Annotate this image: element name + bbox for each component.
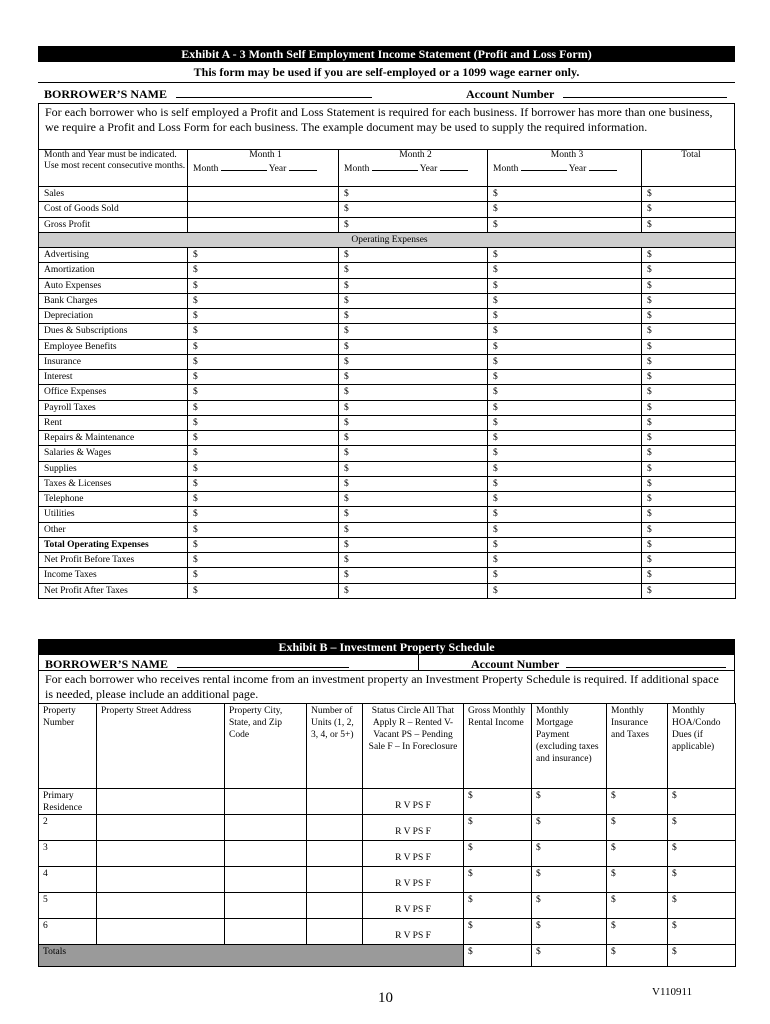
table-row — [39, 370, 736, 385]
property-number-cell: 3 — [39, 841, 97, 867]
exhibit-a-title: Exhibit A - 3 Month Self Employment Income Statement (Profit and Loss Form) — [38, 46, 735, 62]
amount-cell[interactable]: $ — [339, 553, 488, 568]
city-state-zip-cell[interactable] — [225, 893, 307, 919]
amount-cell[interactable]: $ — [488, 202, 642, 217]
hoa-dues-header: Monthly HOA/Condo Dues (if applicable) — [668, 704, 736, 789]
exhibit-b-instructions: For each borrower who receives rental income from an investment property an Investment Property Schedule is required. If additional space is needed, please include an additional page. — [38, 671, 735, 703]
row-label: Employee Benefits — [39, 339, 188, 354]
amount-cell[interactable]: $ — [339, 278, 488, 293]
exhibit-a-instructions: For each borrower who is self employed a Profit and Loss Statement is required for each business. If borrower has more than one business, we require a Profit and Loss Form for each business. The example document may be used to supply the required information. — [38, 104, 735, 149]
hoa-dues-cell[interactable]: $ — [668, 815, 736, 841]
units-cell[interactable] — [307, 815, 363, 841]
amount-cell[interactable]: $ — [642, 415, 736, 430]
amount-cell[interactable]: $ — [339, 507, 488, 522]
table-row — [39, 415, 736, 430]
amount-cell[interactable]: $ — [188, 385, 339, 400]
amount-cell[interactable]: $ — [188, 431, 339, 446]
table-row — [39, 400, 736, 415]
amount-cell[interactable]: $ — [339, 263, 488, 278]
account-number-field[interactable] — [566, 655, 726, 668]
amount-cell[interactable]: $ — [339, 568, 488, 583]
table-row — [39, 385, 736, 400]
borrower-name-field[interactable] — [177, 655, 349, 668]
account-number-label: Account Number — [471, 657, 560, 671]
row-label: Auto Expenses — [39, 278, 188, 293]
amount-cell[interactable]: $ — [339, 446, 488, 461]
account-number-field[interactable] — [563, 85, 727, 98]
amount-cell[interactable]: $ — [339, 339, 488, 354]
property-number-cell: 6 — [39, 919, 97, 945]
amount-cell[interactable]: $ — [642, 568, 736, 583]
amount-cell[interactable]: $ — [488, 492, 642, 507]
row-label: Bank Charges — [39, 293, 188, 308]
borrower-name-field[interactable] — [176, 85, 372, 98]
amount-cell[interactable]: $ — [188, 263, 339, 278]
amount-cell[interactable]: $ — [642, 385, 736, 400]
amount-cell[interactable]: $ — [488, 187, 642, 202]
totals-label: Totals — [39, 945, 464, 967]
borrower-name-label: BORROWER’S NAME — [44, 87, 168, 101]
street-address-cell[interactable] — [97, 841, 225, 867]
mortgage-payment-cell[interactable]: $ — [532, 789, 607, 815]
gross-rent-cell[interactable]: $ — [464, 789, 532, 815]
amount-cell[interactable]: $ — [642, 324, 736, 339]
amount-cell[interactable]: $ — [188, 583, 339, 598]
amount-cell[interactable]: $ — [188, 354, 339, 369]
amount-cell[interactable]: $ — [188, 400, 339, 415]
street-address-cell[interactable] — [97, 815, 225, 841]
month-3-header: Month 3 Month Year — [488, 150, 642, 187]
exhibit-b — [38, 639, 735, 967]
month-1-header: Month 1 Month Year — [188, 150, 339, 187]
street-address-cell[interactable] — [97, 919, 225, 945]
amount-cell[interactable]: $ — [488, 583, 642, 598]
amount-cell[interactable]: $ — [188, 537, 339, 552]
property-row — [39, 919, 736, 945]
street-address-cell[interactable] — [97, 867, 225, 893]
amount-cell[interactable]: $ — [642, 492, 736, 507]
table-row — [39, 522, 736, 537]
property-row — [39, 789, 736, 815]
income-statement-table — [38, 149, 736, 599]
hoa-dues-total[interactable]: $ — [668, 945, 736, 967]
row-label: Supplies — [39, 461, 188, 476]
row-label: Office Expenses — [39, 385, 188, 400]
gross-rent-cell[interactable]: $ — [464, 867, 532, 893]
insurance-taxes-cell[interactable]: $ — [607, 867, 668, 893]
amount-cell[interactable]: $ — [188, 476, 339, 491]
amount-cell[interactable]: $ — [339, 583, 488, 598]
borrower-row-b — [38, 655, 735, 671]
table-row — [39, 568, 736, 583]
amount-cell[interactable]: $ — [488, 537, 642, 552]
property-number-cell: 2 — [39, 815, 97, 841]
row-label: Insurance — [39, 354, 188, 369]
amount-cell[interactable]: $ — [188, 461, 339, 476]
city-state-zip-cell[interactable] — [225, 867, 307, 893]
status-options[interactable]: R V PS F — [363, 919, 464, 945]
gross-rent-cell[interactable]: $ — [464, 815, 532, 841]
row-label: Dues & Subscriptions — [39, 324, 188, 339]
table-row — [39, 507, 736, 522]
month-2-header: Month 2 Month Year — [339, 150, 488, 187]
amount-cell[interactable]: $ — [188, 522, 339, 537]
table-row — [39, 324, 736, 339]
amount-cell[interactable]: $ — [488, 263, 642, 278]
units-cell[interactable] — [307, 919, 363, 945]
row-label: Interest — [39, 370, 188, 385]
table-row — [39, 309, 736, 324]
status-header: Status Circle All That Apply R – Rented V- Vacant PS – Pending Sale F – In Foreclosure — [363, 704, 464, 789]
amount-cell[interactable]: $ — [642, 187, 736, 202]
amount-cell[interactable]: $ — [642, 202, 736, 217]
exhibit-b-title: Exhibit B – Investment Property Schedule — [38, 639, 735, 655]
amount-cell[interactable]: $ — [488, 217, 642, 232]
amount-cell[interactable]: $ — [488, 385, 642, 400]
amount-cell[interactable]: $ — [488, 415, 642, 430]
table-row — [39, 339, 736, 354]
table-row — [39, 263, 736, 278]
amount-cell[interactable]: $ — [339, 324, 488, 339]
table-row — [39, 583, 736, 598]
account-number-label: Account Number — [466, 87, 555, 101]
row-label: Telephone — [39, 492, 188, 507]
amount-cell[interactable]: $ — [642, 370, 736, 385]
amount-cell[interactable]: $ — [188, 293, 339, 308]
table-row — [39, 278, 736, 293]
row-label: Net Profit After Taxes — [39, 583, 188, 598]
borrower-row — [38, 83, 735, 104]
row-label: Depreciation — [39, 309, 188, 324]
units-header: Number of Units (1, 2, 3, 4, or 5+) — [307, 704, 363, 789]
amount-cell[interactable]: $ — [339, 522, 488, 537]
row-label: Cost of Goods Sold — [39, 202, 188, 217]
units-cell[interactable] — [307, 789, 363, 815]
table-row — [39, 217, 736, 232]
street-address-header: Property Street Address — [97, 704, 225, 789]
amount-cell[interactable]: $ — [642, 217, 736, 232]
amount-cell[interactable]: $ — [642, 339, 736, 354]
row-label: Taxes & Licenses — [39, 476, 188, 491]
amount-cell[interactable]: $ — [339, 400, 488, 415]
table-row — [39, 187, 736, 202]
insurance-taxes-cell[interactable]: $ — [607, 893, 668, 919]
status-options[interactable]: R V PS F — [363, 867, 464, 893]
amount-cell[interactable]: $ — [488, 309, 642, 324]
gross-rent-cell[interactable]: $ — [464, 919, 532, 945]
table-row — [39, 476, 736, 491]
operating-expenses-label: Operating Expenses — [39, 232, 736, 247]
row-label: Other — [39, 522, 188, 537]
amount-cell[interactable]: $ — [339, 202, 488, 217]
amount-cell[interactable]: $ — [642, 263, 736, 278]
row-label: Gross Profit — [39, 217, 188, 232]
property-row — [39, 815, 736, 841]
hoa-dues-cell[interactable]: $ — [668, 919, 736, 945]
table-row — [39, 446, 736, 461]
amount-cell[interactable]: $ — [339, 248, 488, 263]
amount-cell[interactable]: $ — [642, 507, 736, 522]
amount-cell[interactable]: $ — [642, 583, 736, 598]
table-row — [39, 293, 736, 308]
operating-expenses-row — [39, 232, 736, 247]
amount-cell[interactable]: $ — [339, 476, 488, 491]
amount-cell[interactable]: $ — [339, 431, 488, 446]
amount-cell[interactable]: $ — [339, 461, 488, 476]
amount-cell[interactable]: $ — [488, 324, 642, 339]
amount-cell[interactable]: $ — [488, 446, 642, 461]
table-row — [39, 553, 736, 568]
header-note: Month and Year must be indicated. Use most recent consecutive months. — [39, 150, 188, 187]
hoa-dues-cell[interactable]: $ — [668, 841, 736, 867]
amount-cell[interactable]: $ — [642, 553, 736, 568]
property-number-cell: 5 — [39, 893, 97, 919]
row-label: Advertising — [39, 248, 188, 263]
gross-rent-cell[interactable]: $ — [464, 841, 532, 867]
amount-cell[interactable]: $ — [642, 461, 736, 476]
amount-cell[interactable]: $ — [488, 431, 642, 446]
amount-cell[interactable]: $ — [188, 370, 339, 385]
amount-cell[interactable]: $ — [188, 309, 339, 324]
status-options[interactable]: R V PS F — [363, 789, 464, 815]
insurance-taxes-cell[interactable]: $ — [607, 841, 668, 867]
status-options[interactable]: R V PS F — [363, 841, 464, 867]
row-label: Utilities — [39, 507, 188, 522]
amount-cell[interactable]: $ — [642, 309, 736, 324]
amount-cell[interactable]: $ — [642, 248, 736, 263]
amount-cell[interactable]: $ — [642, 476, 736, 491]
mortgage-payment-cell[interactable]: $ — [532, 867, 607, 893]
hoa-dues-cell[interactable]: $ — [668, 789, 736, 815]
mortgage-payment-header: Monthly Mortgage Payment (excluding taxes and insurance) — [532, 704, 607, 789]
street-address-cell[interactable] — [97, 789, 225, 815]
amount-cell[interactable]: $ — [188, 339, 339, 354]
table-row — [39, 461, 736, 476]
amount-cell[interactable]: $ — [488, 568, 642, 583]
row-label: Sales — [39, 187, 188, 202]
city-state-zip-cell[interactable] — [225, 815, 307, 841]
exhibit-a — [38, 46, 735, 599]
row-label: Income Taxes — [39, 568, 188, 583]
form-version: V110911 — [652, 986, 693, 998]
table-row — [39, 431, 736, 446]
city-state-zip-cell[interactable] — [225, 789, 307, 815]
mortgage-payment-cell[interactable]: $ — [532, 815, 607, 841]
insurance-taxes-header: Monthly Insurance and Taxes — [607, 704, 668, 789]
amount-cell[interactable]: $ — [488, 476, 642, 491]
amount-cell[interactable]: $ — [339, 217, 488, 232]
amount-cell[interactable]: $ — [188, 507, 339, 522]
amount-cell[interactable]: $ — [188, 248, 339, 263]
hoa-dues-cell[interactable]: $ — [668, 867, 736, 893]
page-number: 10 — [378, 990, 393, 1006]
amount-cell[interactable]: $ — [488, 522, 642, 537]
insurance-taxes-cell[interactable]: $ — [607, 815, 668, 841]
mortgage-payment-cell[interactable]: $ — [532, 893, 607, 919]
amount-cell[interactable]: $ — [488, 339, 642, 354]
amount-cell[interactable]: $ — [642, 431, 736, 446]
amount-cell[interactable]: $ — [488, 370, 642, 385]
table-row — [39, 202, 736, 217]
amount-cell[interactable]: $ — [488, 553, 642, 568]
gross-rent-cell[interactable]: $ — [464, 893, 532, 919]
amount-cell[interactable]: $ — [339, 370, 488, 385]
street-address-cell[interactable] — [97, 893, 225, 919]
row-label: Net Profit Before Taxes — [39, 553, 188, 568]
amount-cell[interactable]: $ — [642, 293, 736, 308]
row-label: Rent — [39, 415, 188, 430]
amount-cell[interactable]: $ — [642, 446, 736, 461]
amount-cell[interactable]: $ — [488, 400, 642, 415]
table-row — [39, 492, 736, 507]
amount-cell[interactable]: $ — [642, 278, 736, 293]
property-row — [39, 841, 736, 867]
units-cell[interactable] — [307, 893, 363, 919]
property-number-cell: 4 — [39, 867, 97, 893]
property-row — [39, 893, 736, 919]
amount-cell[interactable]: $ — [642, 522, 736, 537]
exhibit-a-subtitle: This form may be used if you are self-employed or a 1099 wage earner only. — [38, 62, 735, 83]
insurance-taxes-total[interactable]: $ — [607, 945, 668, 967]
gross-rent-total[interactable]: $ — [464, 945, 532, 967]
amount-cell[interactable]: $ — [488, 507, 642, 522]
amount-cell[interactable]: $ — [488, 461, 642, 476]
amount-cell[interactable]: $ — [642, 354, 736, 369]
totals-row — [39, 945, 736, 967]
investment-property-table — [38, 703, 736, 967]
units-cell[interactable] — [307, 841, 363, 867]
status-options[interactable]: R V PS F — [363, 893, 464, 919]
amount-cell[interactable]: $ — [642, 537, 736, 552]
amount-cell[interactable]: $ — [339, 354, 488, 369]
property-number-cell: Primary Residence — [39, 789, 97, 815]
amount-cell[interactable]: $ — [488, 248, 642, 263]
total-header: Total — [642, 150, 736, 187]
borrower-name-label: BORROWER’S NAME — [45, 657, 169, 671]
amount-cell[interactable]: $ — [339, 492, 488, 507]
property-row — [39, 867, 736, 893]
row-label: Total Operating Expenses — [39, 537, 188, 552]
amount-cell[interactable]: $ — [339, 415, 488, 430]
amount-cell[interactable]: $ — [339, 385, 488, 400]
amount-cell[interactable]: $ — [488, 354, 642, 369]
amount-cell[interactable]: $ — [339, 537, 488, 552]
city-state-zip-cell[interactable] — [225, 919, 307, 945]
property-number-header: Property Number — [39, 704, 97, 789]
amount-cell[interactable]: $ — [339, 309, 488, 324]
amount-cell[interactable]: $ — [488, 293, 642, 308]
amount-cell[interactable]: $ — [188, 324, 339, 339]
amount-cell[interactable] — [188, 202, 339, 217]
amount-cell[interactable]: $ — [339, 187, 488, 202]
mortgage-payment-total[interactable]: $ — [532, 945, 607, 967]
amount-cell[interactable]: $ — [339, 293, 488, 308]
amount-cell[interactable]: $ — [188, 446, 339, 461]
hoa-dues-cell[interactable]: $ — [668, 893, 736, 919]
gross-rent-header: Gross Monthly Rental Income — [464, 704, 532, 789]
row-label: Repairs & Maintenance — [39, 431, 188, 446]
row-label: Amortization — [39, 263, 188, 278]
amount-cell[interactable]: $ — [188, 415, 339, 430]
amount-cell[interactable]: $ — [188, 568, 339, 583]
city-state-zip-header: Property City, State, and Zip Code — [225, 704, 307, 789]
row-label: Salaries & Wages — [39, 446, 188, 461]
status-options[interactable]: R V PS F — [363, 815, 464, 841]
insurance-taxes-cell[interactable]: $ — [607, 789, 668, 815]
units-cell[interactable] — [307, 867, 363, 893]
amount-cell[interactable]: $ — [188, 278, 339, 293]
city-state-zip-cell[interactable] — [225, 841, 307, 867]
table-row — [39, 537, 736, 552]
table-row — [39, 248, 736, 263]
table-row — [39, 354, 736, 369]
row-label: Payroll Taxes — [39, 400, 188, 415]
amount-cell[interactable]: $ — [642, 400, 736, 415]
mortgage-payment-cell[interactable]: $ — [532, 841, 607, 867]
mortgage-payment-cell[interactable]: $ — [532, 919, 607, 945]
amount-cell[interactable]: $ — [488, 278, 642, 293]
insurance-taxes-cell[interactable]: $ — [607, 919, 668, 945]
amount-cell[interactable]: $ — [188, 492, 339, 507]
amount-cell[interactable] — [188, 187, 339, 202]
amount-cell[interactable] — [188, 217, 339, 232]
amount-cell[interactable]: $ — [188, 553, 339, 568]
